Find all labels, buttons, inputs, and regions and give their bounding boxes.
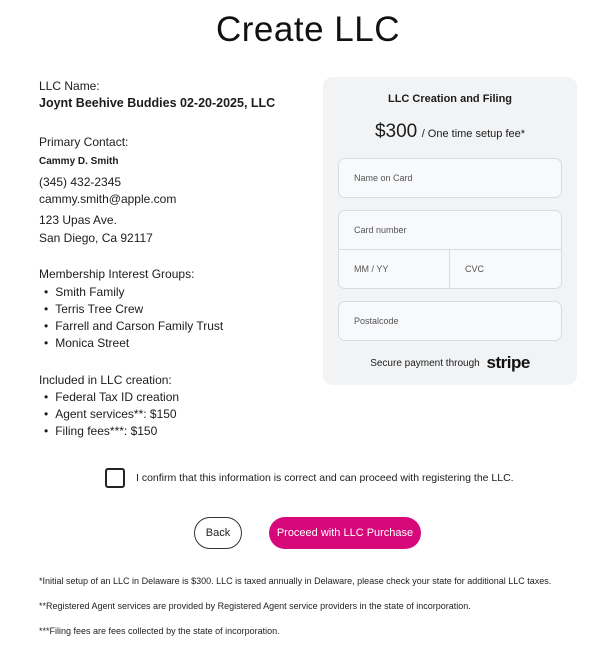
card-number-placeholder: Card number bbox=[354, 225, 407, 235]
postalcode-placeholder: Postalcode bbox=[354, 316, 399, 326]
confirm-label: I confirm that this information is correct and can proceed with registering the LLC. bbox=[136, 472, 514, 484]
expiry-placeholder: MM / YY bbox=[354, 264, 389, 274]
membership-label: Membership Interest Groups: bbox=[39, 267, 195, 281]
card-number-input[interactable] bbox=[339, 211, 561, 250]
llc-name-label: LLC Name: bbox=[39, 79, 100, 93]
payment-card bbox=[323, 77, 577, 385]
included-label: Included in LLC creation: bbox=[39, 373, 172, 387]
expiry-input[interactable] bbox=[339, 250, 450, 288]
primary-contact-label: Primary Contact: bbox=[39, 135, 129, 149]
secure-payment bbox=[323, 353, 577, 373]
back-button[interactable]: Back bbox=[194, 517, 242, 549]
card-group bbox=[338, 210, 562, 289]
footnote: **Registered Agent services are provided by Registered Agent service providers in the state of incorporation. bbox=[39, 601, 471, 611]
membership-group: • Monica Street bbox=[44, 336, 129, 350]
membership-group: • Farrell and Carson Family Trust bbox=[44, 319, 223, 333]
membership-group: • Smith Family bbox=[44, 285, 125, 299]
price: $300 bbox=[374, 121, 418, 142]
contact-phone: (345) 432-2345 bbox=[39, 175, 122, 189]
llc-name: Joynt Beehive Buddies 02-20-2025, LLC bbox=[39, 96, 276, 110]
contact-email: cammy.smith@apple.com bbox=[39, 192, 177, 206]
address-line1: 123 Upas Ave. bbox=[39, 213, 117, 227]
address-line2: San Diego, Ca 92117 bbox=[39, 231, 153, 245]
secure-text: Secure payment through bbox=[370, 358, 480, 369]
footnote: *Initial setup of an LLC in Delaware is $300. LLC is taxed annually in Delaware, please check your state for additional LLC taxes. bbox=[39, 576, 552, 586]
included-item: • Filing fees***: $150 bbox=[44, 424, 157, 438]
included-item: • Federal Tax ID creation bbox=[44, 390, 179, 404]
cvc-input[interactable] bbox=[450, 250, 561, 288]
membership-group: • Terris Tree Crew bbox=[44, 302, 143, 316]
postalcode-input[interactable] bbox=[338, 301, 562, 341]
confirm-checkbox[interactable] bbox=[105, 468, 125, 488]
contact-name: Cammy D. Smith bbox=[39, 156, 119, 167]
footnote: ***Filing fees are fees collected by the state of incorporation. bbox=[39, 626, 280, 636]
cvc-placeholder: CVC bbox=[465, 264, 485, 274]
price-note: / One time setup fee* bbox=[421, 128, 526, 140]
name-on-card-input[interactable] bbox=[338, 158, 562, 198]
payment-title: LLC Creation and Filing bbox=[387, 93, 513, 105]
name-on-card-placeholder: Name on Card bbox=[354, 173, 413, 183]
stripe-logo: stripe bbox=[486, 353, 530, 372]
price-row bbox=[323, 121, 577, 143]
proceed-button[interactable]: Proceed with LLC Purchase bbox=[269, 517, 421, 549]
page-title: Create LLC bbox=[216, 10, 400, 49]
included-item: • Agent services**: $150 bbox=[44, 407, 177, 421]
